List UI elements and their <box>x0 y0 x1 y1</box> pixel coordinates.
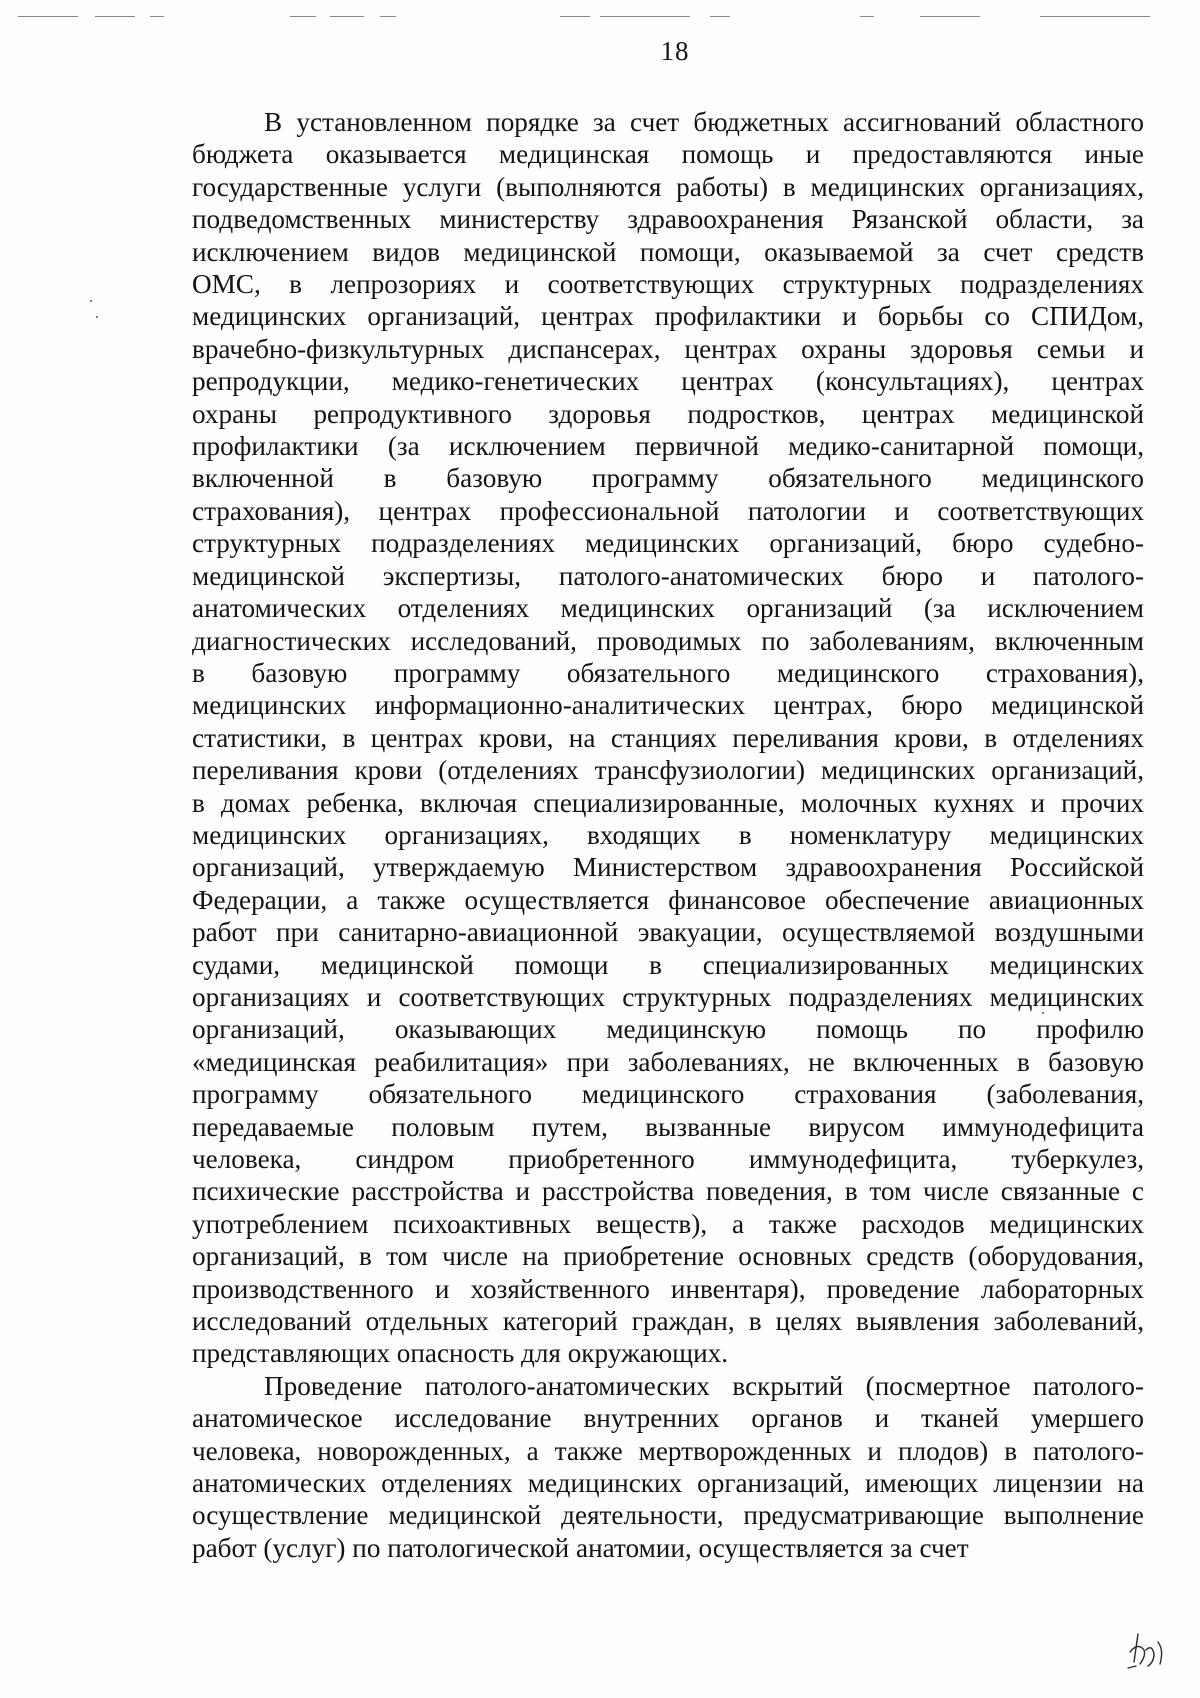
text-line: Проведение патолого-анатомических вскрытий (посмертное патолого- <box>264 1370 1144 1401</box>
page-number: 18 <box>660 36 690 66</box>
text-line: исследований отдельных категорий граждан, в целях выявления заболеваний, <box>192 1306 1144 1337</box>
text-line: подведомственных министерству здравоохранения Рязанской области, за <box>192 204 1144 235</box>
text-line: работ при санитарно-авиационной эвакуации, осуществляемой воздушными <box>192 917 1144 948</box>
text-line: «медицинская реабилитация» при заболеваниях, не включенных в базовую <box>192 1046 1144 1077</box>
text-line: в базовую программу обязательного медицинского страхования), <box>192 657 1144 688</box>
text-line: представляющих опасность для окружающих. <box>192 1338 729 1369</box>
text-line: медицинских организаций, центрах профилактики и борьбы со СПИДом, <box>192 301 1144 332</box>
text-line: программу обязательного медицинского страхования (заболевания, <box>192 1079 1144 1110</box>
handwritten-initials <box>1124 1628 1172 1672</box>
scan-speck <box>1042 1012 1044 1014</box>
text-line: репродукции, медико-генетических центрах (консультациях), центрах <box>192 366 1144 397</box>
scan-speck <box>96 316 98 318</box>
text-line: работ (услуг) по патологической анатомии, осуществляется за счет <box>192 1532 969 1563</box>
document-body <box>192 106 1144 1564</box>
text-line: организациях и соответствующих структурных подразделениях медицинских <box>192 981 1144 1012</box>
paragraph-1 <box>192 106 1144 1370</box>
text-line: врачебно-физкультурных диспансерах, центрах охраны здоровья семьи и <box>192 333 1144 364</box>
text-line: человека, синдром приобретенного иммунодефицита, туберкулез, <box>192 1144 1144 1174</box>
text-line: анатомическое исследование внутренних органов и тканей умершего <box>192 1403 1144 1434</box>
text-line: В установленном порядке за счет бюджетных ассигнований областного <box>264 107 1144 137</box>
text-line: передаваемые половым путем, вызванные вирусом иммунодефицита <box>192 1111 1144 1142</box>
text-line: исключением видов медицинской помощи, оказываемой за счет средств <box>192 236 1144 267</box>
text-line: статистики, в центрах крови, на станциях переливания крови, в отделениях <box>192 722 1144 753</box>
text-line: человека, новорожденных, а также мертворожденных и плодов) в патолого- <box>192 1435 1144 1466</box>
text-line: ОМС, в лепрозориях и соответствующих структурных подразделениях <box>192 269 1144 300</box>
text-line: в домах ребенка, включая специализированные, молочных кухнях и прочих <box>192 787 1144 818</box>
text-line: медицинской экспертизы, патолого-анатомических бюро и патолого- <box>192 560 1144 591</box>
scan-speck <box>90 300 92 302</box>
text-line: страхования), центрах профессиональной патологии и соответствующих <box>192 495 1144 526</box>
text-line: бюджета оказывается медицинская помощь и предоставляются иные <box>192 139 1144 170</box>
text-line: организаций, в том числе на приобретение основных средств (оборудования, <box>192 1241 1144 1272</box>
text-line: организаций, оказывающих медицинскую помощь по профилю <box>192 1014 1144 1045</box>
text-line: психические расстройства и расстройства поведения, в том числе связанные с <box>192 1176 1144 1207</box>
scan-edge-noise <box>0 14 1200 20</box>
text-line: государственные услуги (выполняются работы) в медицинских организациях, <box>192 171 1144 202</box>
text-line: производственного и хозяйственного инвентаря), проведение лабораторных <box>192 1273 1144 1304</box>
text-line: диагностических исследований, проводимых по заболеваниям, включенным <box>192 625 1144 656</box>
text-line: судами, медицинской помощи в специализированных медицинских <box>192 949 1144 980</box>
text-line: переливания крови (отделениях трансфузиологии) медицинских организаций, <box>192 755 1144 786</box>
text-line: организаций, утверждаемую Министерством здравоохранения Российской <box>192 852 1144 883</box>
text-line: структурных подразделениях медицинских организаций, бюро судебно- <box>192 528 1144 559</box>
text-line: анатомических отделениях медицинских организаций (за исключением <box>192 593 1144 624</box>
text-line: медицинских информационно-аналитических центрах, бюро медицинской <box>192 690 1144 721</box>
text-line: осуществление медицинской деятельности, предусматривающие выполнение <box>192 1500 1144 1531</box>
text-line: профилактики (за исключением первичной медико-санитарной помощи, <box>192 431 1144 462</box>
text-line: охраны репродуктивного здоровья подростков, центрах медицинской <box>192 398 1144 429</box>
text-line: употреблением психоактивных веществ), а также расходов медицинских <box>192 1208 1144 1239</box>
text-line: Федерации, а также осуществляется финансовое обеспечение авиационных <box>192 884 1144 915</box>
text-line: включенной в базовую программу обязательного медицинского <box>192 463 1144 494</box>
paragraph-2 <box>192 1370 1144 1564</box>
text-line: анатомических отделениях медицинских организаций, имеющих лицензии на <box>192 1468 1144 1499</box>
text-line: медицинских организациях, входящих в номенклатуру медицинских <box>192 819 1144 850</box>
